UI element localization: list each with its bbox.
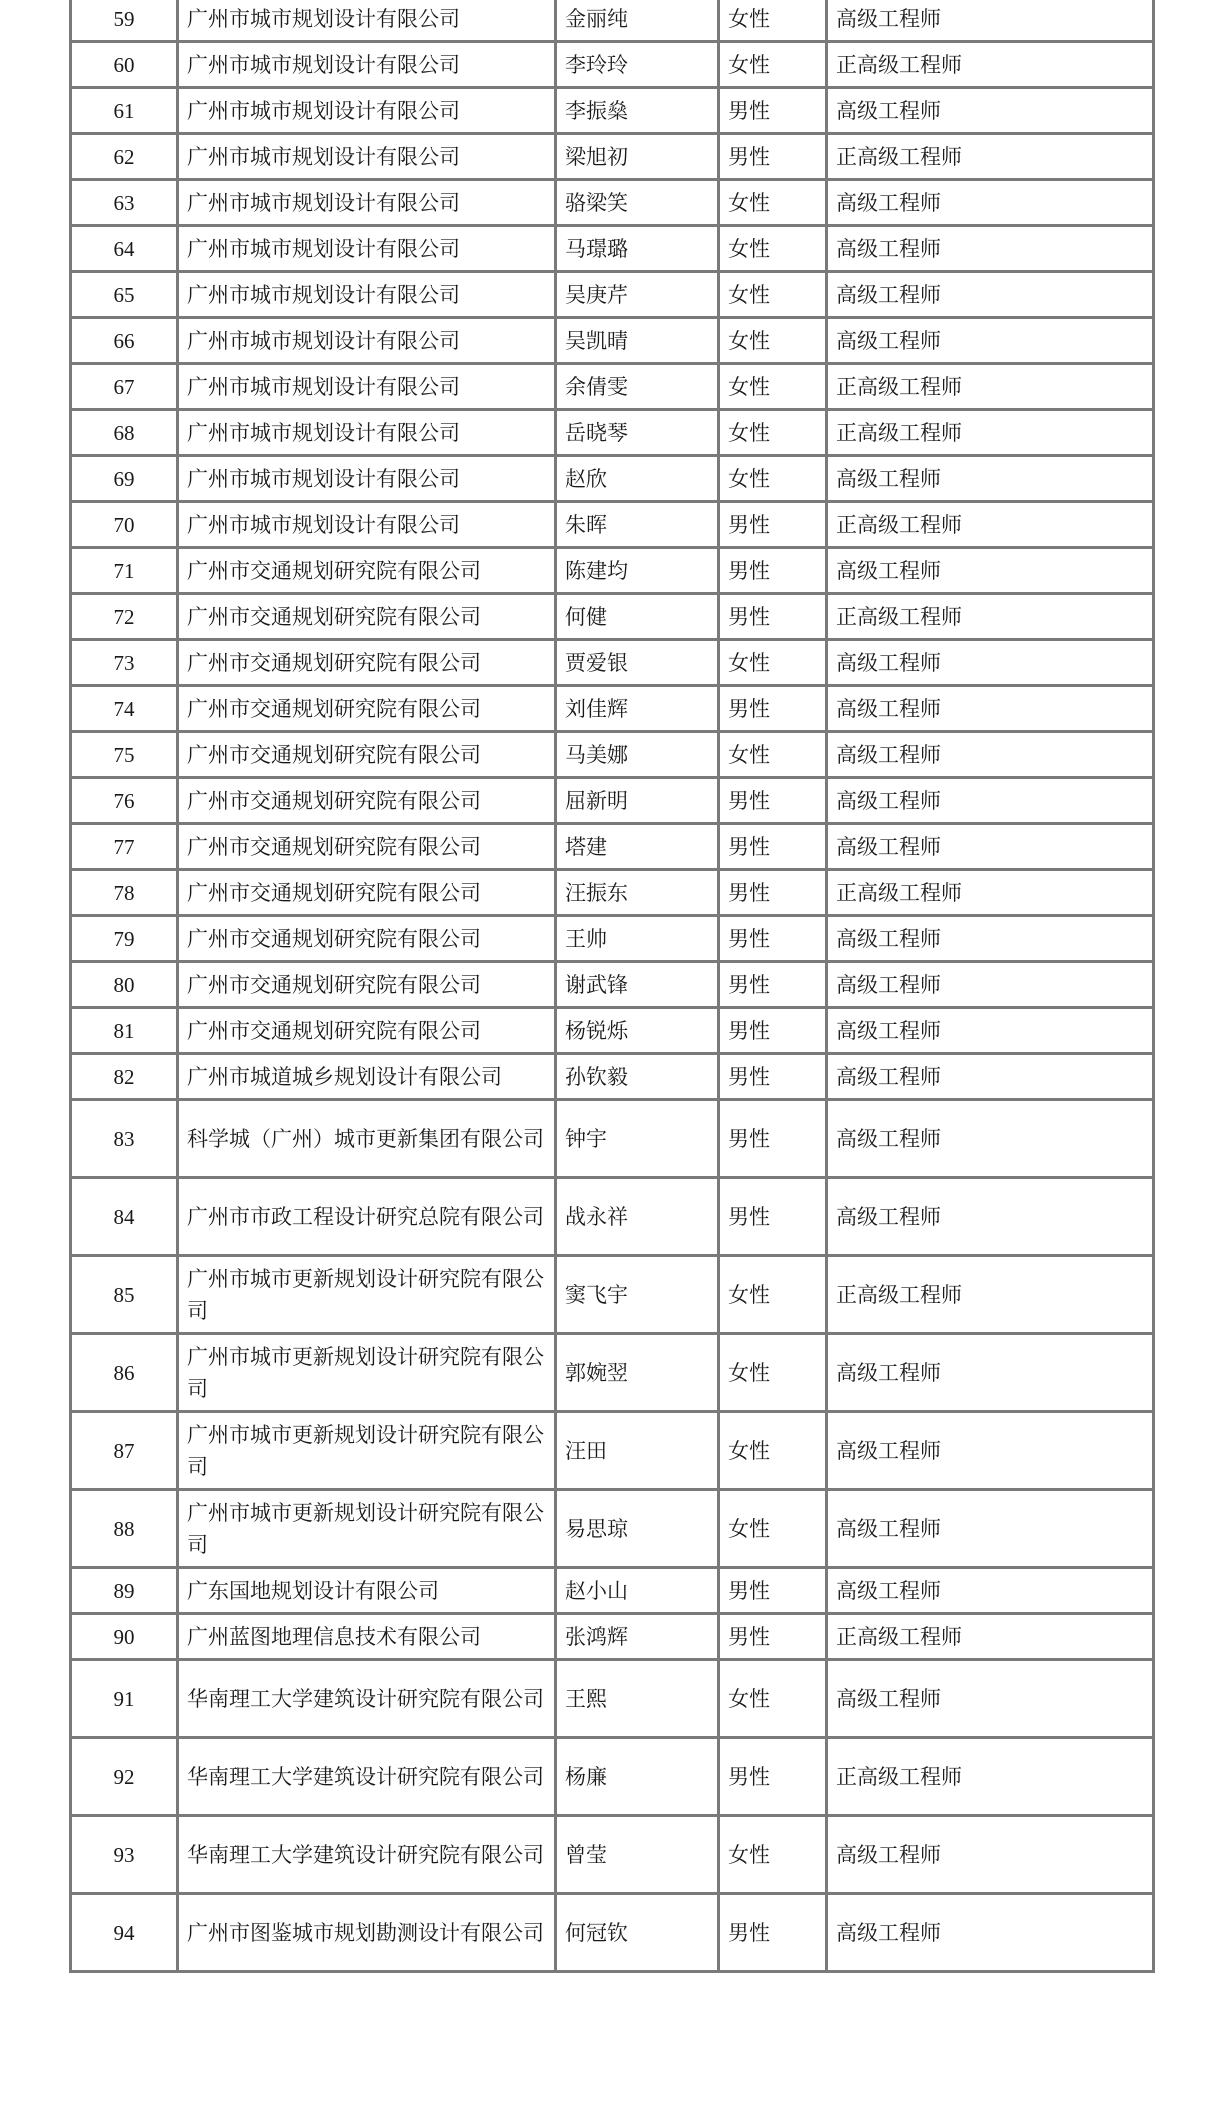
table-row bbox=[71, 1568, 1154, 1614]
professional-title-cell: 高级工程师 bbox=[827, 1412, 1154, 1490]
gender-cell: 男性 bbox=[719, 134, 827, 180]
person-name-cell: 金丽纯 bbox=[556, 0, 719, 42]
person-name-cell: 孙钦毅 bbox=[556, 1054, 719, 1100]
gender-cell: 男性 bbox=[719, 962, 827, 1008]
table-row bbox=[71, 1894, 1154, 1972]
organization-cell: 广州市城市规划设计有限公司 bbox=[178, 318, 556, 364]
organization-cell: 广州市城市规划设计有限公司 bbox=[178, 502, 556, 548]
gender-cell: 女性 bbox=[719, 732, 827, 778]
organization-cell: 广州市城市规划设计有限公司 bbox=[178, 226, 556, 272]
table-row bbox=[71, 502, 1154, 548]
professional-title-cell: 正高级工程师 bbox=[827, 134, 1154, 180]
person-name-cell: 岳晓琴 bbox=[556, 410, 719, 456]
row-number-cell: 84 bbox=[71, 1178, 178, 1256]
table-body bbox=[71, 0, 1154, 1972]
person-name-cell: 易思琼 bbox=[556, 1490, 719, 1568]
table-row bbox=[71, 824, 1154, 870]
row-number-cell: 81 bbox=[71, 1008, 178, 1054]
organization-cell: 广州市城市规划设计有限公司 bbox=[178, 410, 556, 456]
row-number-cell: 62 bbox=[71, 134, 178, 180]
row-number-cell: 91 bbox=[71, 1660, 178, 1738]
gender-cell: 男性 bbox=[719, 88, 827, 134]
table-row bbox=[71, 42, 1154, 88]
person-name-cell: 朱晖 bbox=[556, 502, 719, 548]
person-name-cell: 战永祥 bbox=[556, 1178, 719, 1256]
row-number-cell: 94 bbox=[71, 1894, 178, 1972]
professional-title-cell: 高级工程师 bbox=[827, 1008, 1154, 1054]
professional-title-cell: 高级工程师 bbox=[827, 1490, 1154, 1568]
gender-cell: 女性 bbox=[719, 318, 827, 364]
professional-title-cell: 高级工程师 bbox=[827, 1660, 1154, 1738]
professional-title-cell: 高级工程师 bbox=[827, 456, 1154, 502]
row-number-cell: 76 bbox=[71, 778, 178, 824]
organization-cell: 广东国地规划设计有限公司 bbox=[178, 1568, 556, 1614]
person-name-cell: 赵小山 bbox=[556, 1568, 719, 1614]
person-name-cell: 吴庚芹 bbox=[556, 272, 719, 318]
row-number-cell: 67 bbox=[71, 364, 178, 410]
professional-title-cell: 高级工程师 bbox=[827, 1894, 1154, 1972]
person-name-cell: 骆梁笑 bbox=[556, 180, 719, 226]
table-row bbox=[71, 410, 1154, 456]
person-name-cell: 屈新明 bbox=[556, 778, 719, 824]
organization-cell: 广州市交通规划研究院有限公司 bbox=[178, 1008, 556, 1054]
gender-cell: 男性 bbox=[719, 1178, 827, 1256]
professional-title-cell: 高级工程师 bbox=[827, 272, 1154, 318]
organization-cell: 广州市交通规划研究院有限公司 bbox=[178, 732, 556, 778]
table-row bbox=[71, 88, 1154, 134]
professional-title-cell: 高级工程师 bbox=[827, 318, 1154, 364]
professional-title-cell: 正高级工程师 bbox=[827, 594, 1154, 640]
person-name-cell: 梁旭初 bbox=[556, 134, 719, 180]
table-row bbox=[71, 1738, 1154, 1816]
person-name-cell: 何健 bbox=[556, 594, 719, 640]
person-name-cell: 贾爱银 bbox=[556, 640, 719, 686]
row-number-cell: 63 bbox=[71, 180, 178, 226]
row-number-cell: 68 bbox=[71, 410, 178, 456]
table-row bbox=[71, 272, 1154, 318]
gender-cell: 女性 bbox=[719, 1660, 827, 1738]
table-row bbox=[71, 1816, 1154, 1894]
table-row bbox=[71, 1178, 1154, 1256]
gender-cell: 女性 bbox=[719, 0, 827, 42]
professional-title-cell: 高级工程师 bbox=[827, 226, 1154, 272]
row-number-cell: 83 bbox=[71, 1100, 178, 1178]
table-row bbox=[71, 180, 1154, 226]
professional-title-cell: 正高级工程师 bbox=[827, 870, 1154, 916]
organization-cell: 广州市城市更新规划设计研究院有限公司 bbox=[178, 1412, 556, 1490]
professional-title-cell: 高级工程师 bbox=[827, 824, 1154, 870]
row-number-cell: 70 bbox=[71, 502, 178, 548]
row-number-cell: 69 bbox=[71, 456, 178, 502]
organization-cell: 华南理工大学建筑设计研究院有限公司 bbox=[178, 1816, 556, 1894]
person-name-cell: 马璟璐 bbox=[556, 226, 719, 272]
table-row bbox=[71, 1008, 1154, 1054]
personnel-table-container bbox=[69, 0, 1152, 1973]
gender-cell: 男性 bbox=[719, 1894, 827, 1972]
table-row bbox=[71, 1614, 1154, 1660]
table-row bbox=[71, 456, 1154, 502]
organization-cell: 广州市交通规划研究院有限公司 bbox=[178, 594, 556, 640]
person-name-cell: 杨锐烁 bbox=[556, 1008, 719, 1054]
gender-cell: 女性 bbox=[719, 456, 827, 502]
gender-cell: 女性 bbox=[719, 1816, 827, 1894]
person-name-cell: 吴凯晴 bbox=[556, 318, 719, 364]
organization-cell: 广州市交通规划研究院有限公司 bbox=[178, 686, 556, 732]
organization-cell: 科学城（广州）城市更新集团有限公司 bbox=[178, 1100, 556, 1178]
row-number-cell: 59 bbox=[71, 0, 178, 42]
professional-title-cell: 高级工程师 bbox=[827, 1100, 1154, 1178]
gender-cell: 男性 bbox=[719, 1614, 827, 1660]
professional-title-cell: 高级工程师 bbox=[827, 180, 1154, 226]
table-row bbox=[71, 1490, 1154, 1568]
gender-cell: 女性 bbox=[719, 364, 827, 410]
professional-title-cell: 高级工程师 bbox=[827, 686, 1154, 732]
row-number-cell: 90 bbox=[71, 1614, 178, 1660]
gender-cell: 男性 bbox=[719, 1054, 827, 1100]
professional-title-cell: 高级工程师 bbox=[827, 1334, 1154, 1412]
professional-title-cell: 高级工程师 bbox=[827, 778, 1154, 824]
gender-cell: 男性 bbox=[719, 916, 827, 962]
gender-cell: 女性 bbox=[719, 640, 827, 686]
professional-title-cell: 高级工程师 bbox=[827, 1816, 1154, 1894]
professional-title-cell: 正高级工程师 bbox=[827, 1256, 1154, 1334]
gender-cell: 女性 bbox=[719, 1334, 827, 1412]
organization-cell: 广州市城市更新规划设计研究院有限公司 bbox=[178, 1490, 556, 1568]
table-row bbox=[71, 1256, 1154, 1334]
table-row bbox=[71, 1334, 1154, 1412]
gender-cell: 女性 bbox=[719, 272, 827, 318]
organization-cell: 广州市城市规划设计有限公司 bbox=[178, 0, 556, 42]
organization-cell: 广州市城市规划设计有限公司 bbox=[178, 272, 556, 318]
professional-title-cell: 高级工程师 bbox=[827, 1568, 1154, 1614]
table-row bbox=[71, 732, 1154, 778]
gender-cell: 男性 bbox=[719, 1008, 827, 1054]
gender-cell: 女性 bbox=[719, 42, 827, 88]
organization-cell: 广州市城市规划设计有限公司 bbox=[178, 134, 556, 180]
table-row bbox=[71, 1412, 1154, 1490]
professional-title-cell: 正高级工程师 bbox=[827, 1614, 1154, 1660]
table-row bbox=[71, 548, 1154, 594]
person-name-cell: 曾莹 bbox=[556, 1816, 719, 1894]
person-name-cell: 王帅 bbox=[556, 916, 719, 962]
row-number-cell: 88 bbox=[71, 1490, 178, 1568]
personnel-table bbox=[69, 0, 1155, 1973]
table-row bbox=[71, 318, 1154, 364]
gender-cell: 男性 bbox=[719, 824, 827, 870]
person-name-cell: 李玲玲 bbox=[556, 42, 719, 88]
gender-cell: 女性 bbox=[719, 1256, 827, 1334]
row-number-cell: 85 bbox=[71, 1256, 178, 1334]
table-row bbox=[71, 364, 1154, 410]
table-row bbox=[71, 962, 1154, 1008]
row-number-cell: 65 bbox=[71, 272, 178, 318]
gender-cell: 女性 bbox=[719, 1490, 827, 1568]
person-name-cell: 郭婉翌 bbox=[556, 1334, 719, 1412]
organization-cell: 广州市城市更新规划设计研究院有限公司 bbox=[178, 1334, 556, 1412]
professional-title-cell: 高级工程师 bbox=[827, 1178, 1154, 1256]
organization-cell: 广州市城市规划设计有限公司 bbox=[178, 456, 556, 502]
professional-title-cell: 高级工程师 bbox=[827, 1054, 1154, 1100]
row-number-cell: 61 bbox=[71, 88, 178, 134]
organization-cell: 广州市城市规划设计有限公司 bbox=[178, 42, 556, 88]
table-row bbox=[71, 640, 1154, 686]
table-row bbox=[71, 686, 1154, 732]
gender-cell: 男性 bbox=[719, 686, 827, 732]
row-number-cell: 86 bbox=[71, 1334, 178, 1412]
row-number-cell: 87 bbox=[71, 1412, 178, 1490]
table-row bbox=[71, 870, 1154, 916]
gender-cell: 女性 bbox=[719, 226, 827, 272]
row-number-cell: 93 bbox=[71, 1816, 178, 1894]
row-number-cell: 92 bbox=[71, 1738, 178, 1816]
organization-cell: 广州市交通规划研究院有限公司 bbox=[178, 916, 556, 962]
row-number-cell: 80 bbox=[71, 962, 178, 1008]
person-name-cell: 王熙 bbox=[556, 1660, 719, 1738]
person-name-cell: 汪田 bbox=[556, 1412, 719, 1490]
professional-title-cell: 高级工程师 bbox=[827, 88, 1154, 134]
professional-title-cell: 正高级工程师 bbox=[827, 364, 1154, 410]
person-name-cell: 张鸿辉 bbox=[556, 1614, 719, 1660]
row-number-cell: 75 bbox=[71, 732, 178, 778]
person-name-cell: 谢武锋 bbox=[556, 962, 719, 1008]
row-number-cell: 74 bbox=[71, 686, 178, 732]
table-row bbox=[71, 0, 1154, 42]
professional-title-cell: 高级工程师 bbox=[827, 548, 1154, 594]
gender-cell: 女性 bbox=[719, 410, 827, 456]
person-name-cell: 余倩雯 bbox=[556, 364, 719, 410]
gender-cell: 男性 bbox=[719, 870, 827, 916]
person-name-cell: 钟宇 bbox=[556, 1100, 719, 1178]
organization-cell: 广州蓝图地理信息技术有限公司 bbox=[178, 1614, 556, 1660]
table-row bbox=[71, 226, 1154, 272]
table-row bbox=[71, 778, 1154, 824]
row-number-cell: 78 bbox=[71, 870, 178, 916]
table-row bbox=[71, 1660, 1154, 1738]
gender-cell: 男性 bbox=[719, 502, 827, 548]
person-name-cell: 刘佳辉 bbox=[556, 686, 719, 732]
organization-cell: 广州市城市规划设计有限公司 bbox=[178, 88, 556, 134]
gender-cell: 女性 bbox=[719, 1412, 827, 1490]
organization-cell: 广州市交通规划研究院有限公司 bbox=[178, 640, 556, 686]
professional-title-cell: 正高级工程师 bbox=[827, 502, 1154, 548]
person-name-cell: 赵欣 bbox=[556, 456, 719, 502]
person-name-cell: 杨廉 bbox=[556, 1738, 719, 1816]
organization-cell: 广州市交通规划研究院有限公司 bbox=[178, 824, 556, 870]
table-row bbox=[71, 134, 1154, 180]
gender-cell: 男性 bbox=[719, 594, 827, 640]
gender-cell: 男性 bbox=[719, 778, 827, 824]
professional-title-cell: 高级工程师 bbox=[827, 916, 1154, 962]
person-name-cell: 塔建 bbox=[556, 824, 719, 870]
person-name-cell: 何冠钦 bbox=[556, 1894, 719, 1972]
organization-cell: 广州市交通规划研究院有限公司 bbox=[178, 778, 556, 824]
person-name-cell: 陈建均 bbox=[556, 548, 719, 594]
professional-title-cell: 高级工程师 bbox=[827, 640, 1154, 686]
gender-cell: 男性 bbox=[719, 548, 827, 594]
person-name-cell: 李振燊 bbox=[556, 88, 719, 134]
row-number-cell: 89 bbox=[71, 1568, 178, 1614]
row-number-cell: 82 bbox=[71, 1054, 178, 1100]
table-row bbox=[71, 1054, 1154, 1100]
organization-cell: 广州市城市更新规划设计研究院有限公司 bbox=[178, 1256, 556, 1334]
row-number-cell: 73 bbox=[71, 640, 178, 686]
gender-cell: 女性 bbox=[719, 180, 827, 226]
gender-cell: 男性 bbox=[719, 1100, 827, 1178]
professional-title-cell: 正高级工程师 bbox=[827, 42, 1154, 88]
professional-title-cell: 正高级工程师 bbox=[827, 410, 1154, 456]
organization-cell: 广州市交通规划研究院有限公司 bbox=[178, 962, 556, 1008]
row-number-cell: 66 bbox=[71, 318, 178, 364]
professional-title-cell: 高级工程师 bbox=[827, 962, 1154, 1008]
professional-title-cell: 高级工程师 bbox=[827, 0, 1154, 42]
professional-title-cell: 正高级工程师 bbox=[827, 1738, 1154, 1816]
organization-cell: 广州市交通规划研究院有限公司 bbox=[178, 548, 556, 594]
person-name-cell: 窦飞宇 bbox=[556, 1256, 719, 1334]
person-name-cell: 汪振东 bbox=[556, 870, 719, 916]
table-row bbox=[71, 916, 1154, 962]
organization-cell: 华南理工大学建筑设计研究院有限公司 bbox=[178, 1738, 556, 1816]
organization-cell: 华南理工大学建筑设计研究院有限公司 bbox=[178, 1660, 556, 1738]
gender-cell: 男性 bbox=[719, 1738, 827, 1816]
row-number-cell: 64 bbox=[71, 226, 178, 272]
row-number-cell: 71 bbox=[71, 548, 178, 594]
organization-cell: 广州市图鉴城市规划勘测设计有限公司 bbox=[178, 1894, 556, 1972]
gender-cell: 男性 bbox=[719, 1568, 827, 1614]
person-name-cell: 马美娜 bbox=[556, 732, 719, 778]
organization-cell: 广州市交通规划研究院有限公司 bbox=[178, 870, 556, 916]
organization-cell: 广州市市政工程设计研究总院有限公司 bbox=[178, 1178, 556, 1256]
organization-cell: 广州市城市规划设计有限公司 bbox=[178, 364, 556, 410]
organization-cell: 广州市城道城乡规划设计有限公司 bbox=[178, 1054, 556, 1100]
organization-cell: 广州市城市规划设计有限公司 bbox=[178, 180, 556, 226]
row-number-cell: 60 bbox=[71, 42, 178, 88]
table-row bbox=[71, 1100, 1154, 1178]
row-number-cell: 77 bbox=[71, 824, 178, 870]
row-number-cell: 72 bbox=[71, 594, 178, 640]
table-row bbox=[71, 594, 1154, 640]
professional-title-cell: 高级工程师 bbox=[827, 732, 1154, 778]
row-number-cell: 79 bbox=[71, 916, 178, 962]
